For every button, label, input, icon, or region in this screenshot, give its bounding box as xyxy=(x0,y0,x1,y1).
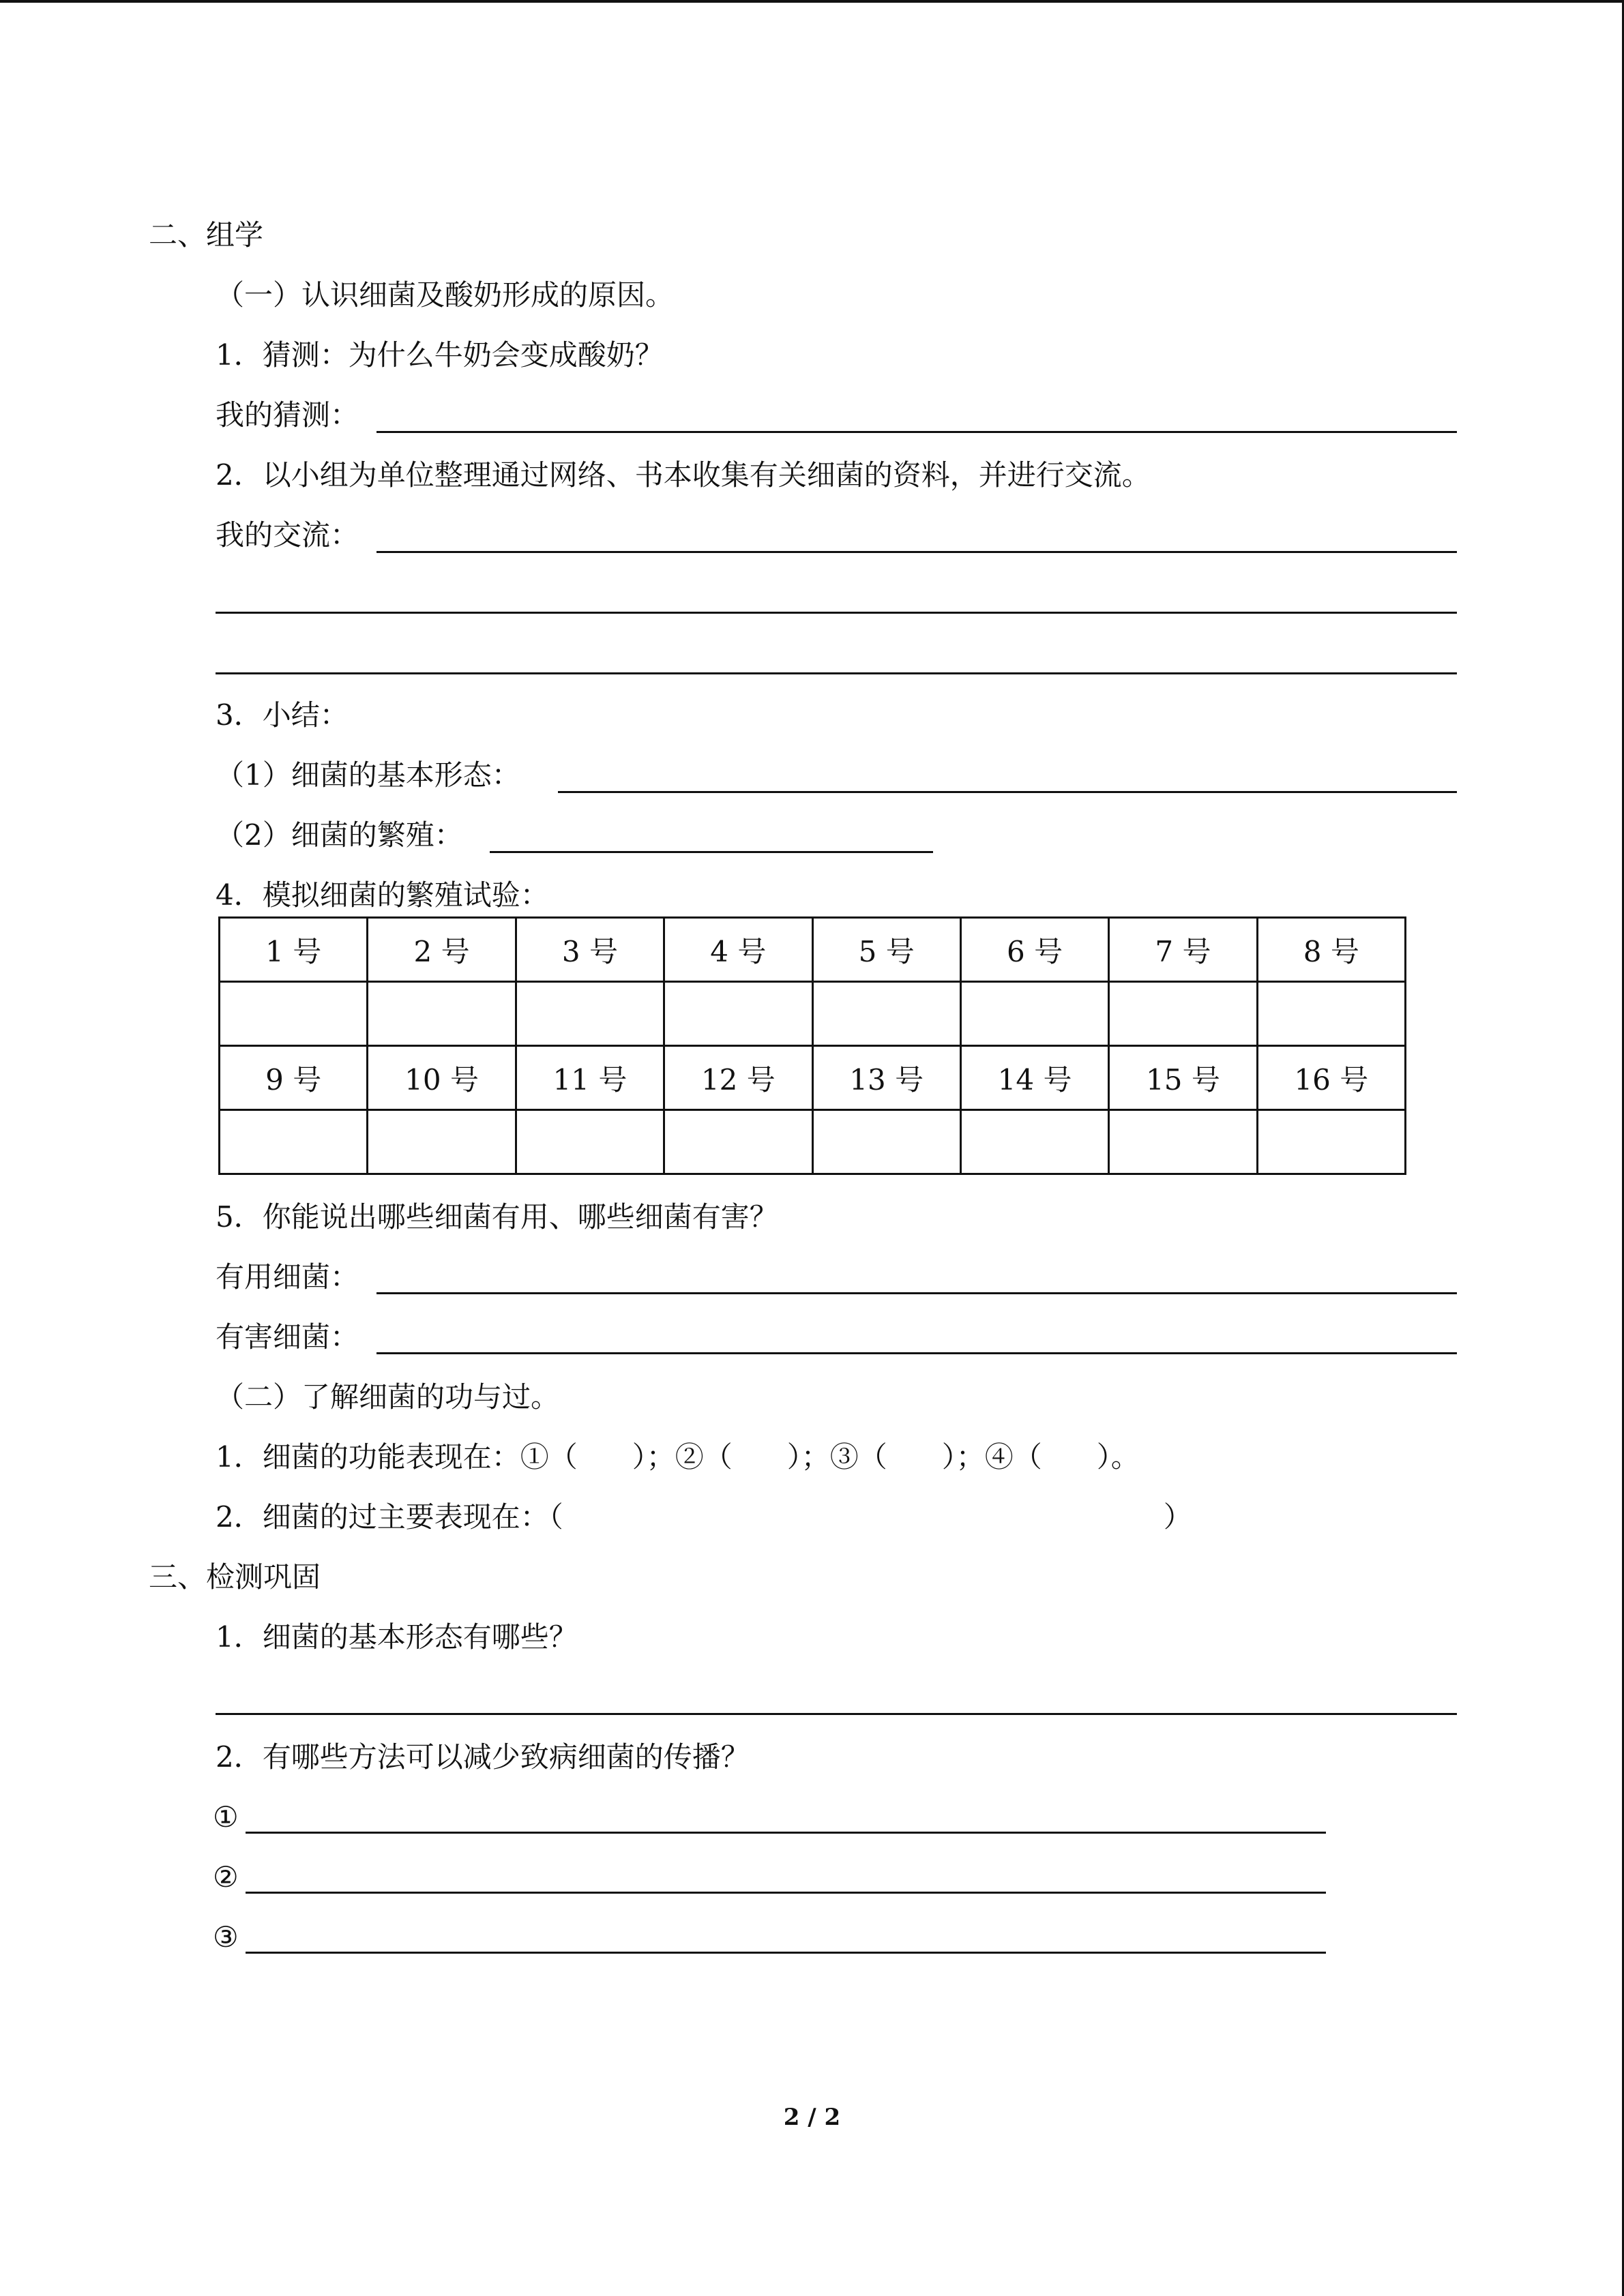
function-prefix: 1．细菌的功能表现在：①（ xyxy=(216,1440,578,1474)
table-cell: 4 号 xyxy=(664,918,812,982)
method-item-1-marker: ① xyxy=(213,1800,239,1834)
function-question xyxy=(216,1440,1140,1474)
table-blank-cell[interactable] xyxy=(664,982,812,1046)
table-blank-cell[interactable] xyxy=(368,1110,516,1174)
table-blank-cell[interactable] xyxy=(516,982,664,1046)
table-blank-cell[interactable] xyxy=(664,1110,812,1174)
harm-prefix: 2．细菌的过主要表现在：（ xyxy=(216,1500,563,1534)
table-cell: 14 号 xyxy=(960,1046,1108,1110)
table-cell: 7 号 xyxy=(1109,918,1257,982)
function-suffix: ）。 xyxy=(1096,1440,1140,1474)
exchange-answer-line-1[interactable] xyxy=(377,551,1457,553)
harm-question xyxy=(216,1500,1192,1534)
harmful-bacteria-line[interactable] xyxy=(377,1352,1457,1354)
table-cell: 6 号 xyxy=(960,918,1108,982)
table-blank-cell[interactable] xyxy=(1109,982,1257,1046)
table-cell: 9 号 xyxy=(220,1046,368,1110)
shape-answer-line[interactable] xyxy=(558,791,1457,793)
useful-bacteria-label: 有用细菌： xyxy=(216,1260,359,1294)
table-blank-cell[interactable] xyxy=(220,982,368,1046)
table-blank-cell[interactable] xyxy=(368,982,516,1046)
reproduction-label: （2）细菌的繁殖： xyxy=(216,818,463,852)
check-question-2: 2．有哪些方法可以减少致病细菌的传播？ xyxy=(216,1740,750,1774)
table-row xyxy=(220,1110,1406,1174)
table-cell: 11 号 xyxy=(516,1046,664,1110)
table-blank-cell[interactable] xyxy=(1257,982,1405,1046)
table-blank-cell[interactable] xyxy=(220,1110,368,1174)
method-item-1-line[interactable] xyxy=(246,1832,1326,1834)
table-blank-cell[interactable] xyxy=(1109,1110,1257,1174)
question-5: 5．你能说出哪些细菌有用、哪些细菌有害？ xyxy=(216,1200,778,1234)
part-1-heading: （一）认识细菌及酸奶形成的原因。 xyxy=(216,278,675,312)
useful-bacteria-line[interactable] xyxy=(377,1292,1457,1294)
page-number: 2 / 2 xyxy=(783,2104,841,2131)
table-cell: 5 号 xyxy=(812,918,960,982)
question-1: 1．猜测：为什么牛奶会变成酸奶？ xyxy=(216,338,664,372)
guess-answer-line[interactable] xyxy=(377,431,1457,433)
exchange-label: 我的交流： xyxy=(216,518,359,552)
table-blank-cell[interactable] xyxy=(516,1110,664,1174)
table-cell: 16 号 xyxy=(1257,1046,1405,1110)
question-2: 2．以小组为单位整理通过网络、书本收集有关细菌的资料，并进行交流。 xyxy=(216,458,1151,492)
function-mid-2: ）；③（ xyxy=(786,1440,887,1474)
table-cell: 15 号 xyxy=(1109,1046,1257,1110)
check-answer-line-1[interactable] xyxy=(216,1713,1457,1715)
harmful-bacteria-label: 有害细菌： xyxy=(216,1320,359,1354)
table-cell: 1 号 xyxy=(220,918,368,982)
table-blank-cell[interactable] xyxy=(960,1110,1108,1174)
table-blank-cell[interactable] xyxy=(812,1110,960,1174)
table-cell: 10 号 xyxy=(368,1046,516,1110)
table-row xyxy=(220,982,1406,1046)
method-item-2-line[interactable] xyxy=(246,1892,1326,1894)
question-3: 3．小结： xyxy=(216,698,349,732)
table-row xyxy=(220,918,1406,982)
function-mid-1: ）；②（ xyxy=(632,1440,733,1474)
shape-label: （1）细菌的基本形态： xyxy=(216,758,520,792)
table-cell: 2 号 xyxy=(368,918,516,982)
table-cell: 8 号 xyxy=(1257,918,1405,982)
check-question-1: 1．细菌的基本形态有哪些？ xyxy=(216,1620,578,1654)
table-row xyxy=(220,1046,1406,1110)
page-top-border xyxy=(0,0,1623,3)
table-cell: 3 号 xyxy=(516,918,664,982)
method-item-3-marker: ③ xyxy=(213,1920,239,1954)
method-item-2-marker: ② xyxy=(213,1860,239,1894)
function-mid-3: ）；④（ xyxy=(941,1440,1042,1474)
reproduction-answer-line[interactable] xyxy=(490,851,933,853)
table-cell: 13 号 xyxy=(812,1046,960,1110)
exchange-answer-line-2[interactable] xyxy=(216,612,1457,614)
section-3-heading: 三、检测巩固 xyxy=(149,1560,321,1594)
question-4: 4．模拟细菌的繁殖试验： xyxy=(216,878,549,912)
harm-suffix: ） xyxy=(1163,1500,1192,1534)
table-blank-cell[interactable] xyxy=(812,982,960,1046)
table-blank-cell[interactable] xyxy=(960,982,1108,1046)
section-2-heading: 二、组学 xyxy=(149,218,264,252)
exchange-answer-line-3[interactable] xyxy=(216,672,1457,674)
guess-label: 我的猜测： xyxy=(216,398,359,432)
table-blank-cell[interactable] xyxy=(1257,1110,1405,1174)
part-2-heading: （二）了解细菌的功与过。 xyxy=(216,1380,560,1414)
reproduction-table xyxy=(218,916,1406,1175)
table-cell: 12 号 xyxy=(664,1046,812,1110)
method-item-3-line[interactable] xyxy=(246,1952,1326,1954)
